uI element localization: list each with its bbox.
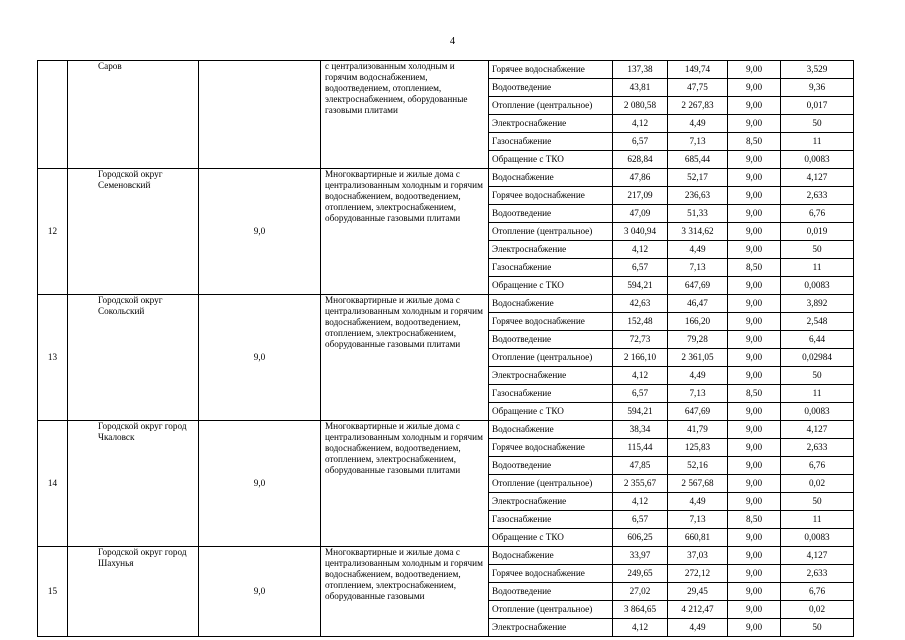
percent-cell: 9,00 [728, 115, 781, 133]
service-name-cell: Водоотведение [489, 79, 613, 97]
service-name-cell: Электроснабжение [489, 493, 613, 511]
consumption-norm-cell: 0,019 [781, 223, 854, 241]
tariff-value-cell-1: 6,57 [613, 511, 668, 529]
service-name-cell: Горячее водоснабжение [489, 439, 613, 457]
tariff-value-cell-2: 125,83 [668, 439, 728, 457]
tariff-value-cell-2: 660,81 [668, 529, 728, 547]
percent-cell: 8,50 [728, 259, 781, 277]
tariff-value-cell-1: 38,34 [613, 421, 668, 439]
percent-cell: 9,00 [728, 349, 781, 367]
percent-cell: 9,00 [728, 583, 781, 601]
service-name-cell: Водоотведение [489, 457, 613, 475]
consumption-norm-cell: 6,44 [781, 331, 854, 349]
percent-cell: 9,00 [728, 313, 781, 331]
tariff-value-cell-1: 217,09 [613, 187, 668, 205]
percent-cell: 9,00 [728, 331, 781, 349]
consumption-norm-cell: 11 [781, 259, 854, 277]
housing-description-cell: с централизованным холодным и горячим водоснабжением, водоотведением, отоплением, электроснабжением, оборудованные газовыми плитами [321, 61, 489, 169]
tariff-value-cell-1: 47,09 [613, 205, 668, 223]
consumption-norm-cell: 3,529 [781, 61, 854, 79]
percent-cell: 8,50 [728, 133, 781, 151]
consumption-norm-cell: 11 [781, 511, 854, 529]
consumption-norm-cell: 4,127 [781, 169, 854, 187]
service-name-cell: Электроснабжение [489, 241, 613, 259]
consumption-norm-cell: 11 [781, 133, 854, 151]
percent-cell: 9,00 [728, 187, 781, 205]
housing-description-cell: Многоквартирные и жилые дома с централизованным холодным и горячим водоснабжением, водоотведением, отоплением, электроснабжением, оборудованные газовыми плитами [321, 295, 489, 421]
tariff-value-cell-1: 47,85 [613, 457, 668, 475]
tariff-value-cell-2: 47,75 [668, 79, 728, 97]
table-row [38, 61, 854, 79]
service-name-cell: Электроснабжение [489, 115, 613, 133]
tariff-value-cell-1: 27,02 [613, 583, 668, 601]
percent-cell: 9,00 [728, 277, 781, 295]
tariff-value-cell-1: 2 355,67 [613, 475, 668, 493]
tariff-value-cell-2: 236,63 [668, 187, 728, 205]
consumption-norm-cell: 9,36 [781, 79, 854, 97]
tariff-value-cell-1: 594,21 [613, 277, 668, 295]
municipality-cell: Городской округ Семеновский [68, 169, 199, 295]
row-number-cell: 15 [38, 547, 68, 637]
table-row [38, 547, 854, 565]
service-name-cell: Газоснабжение [489, 385, 613, 403]
service-name-cell: Водоотведение [489, 205, 613, 223]
percent-cell: 9,00 [728, 151, 781, 169]
percent-cell: 9,00 [728, 367, 781, 385]
tariff-value-cell-2: 4 212,47 [668, 601, 728, 619]
tariff-table [37, 60, 854, 637]
service-name-cell: Горячее водоснабжение [489, 565, 613, 583]
tariff-value-cell-1: 33,97 [613, 547, 668, 565]
row-number-cell: 12 [38, 169, 68, 295]
service-name-cell: Водоотведение [489, 583, 613, 601]
tariff-value-cell-2: 272,12 [668, 565, 728, 583]
tariff-value-cell-1: 137,38 [613, 61, 668, 79]
housing-description-cell: Многоквартирные и жилые дома с централизованным холодным и горячим водоснабжением, водоотведением, отоплением, электроснабжением, оборудованные газовыми плитами [321, 421, 489, 547]
tariff-value-cell-2: 37,03 [668, 547, 728, 565]
tariff-value-cell-1: 6,57 [613, 133, 668, 151]
consumption-norm-cell: 4,127 [781, 547, 854, 565]
municipality-cell: Городской округ город Чкаловск [68, 421, 199, 547]
tariff-value-cell-2: 4,49 [668, 619, 728, 637]
percent-cell: 9,00 [728, 619, 781, 637]
percent-cell: 9,00 [728, 529, 781, 547]
table-row [38, 295, 854, 313]
percent-cell: 9,00 [728, 61, 781, 79]
consumption-norm-cell: 50 [781, 493, 854, 511]
tariff-value-cell-2: 149,74 [668, 61, 728, 79]
consumption-norm-cell: 50 [781, 115, 854, 133]
service-name-cell: Газоснабжение [489, 133, 613, 151]
consumption-norm-cell: 6,76 [781, 205, 854, 223]
consumption-norm-cell: 0,0083 [781, 151, 854, 169]
percent-cell: 9,00 [728, 421, 781, 439]
percent-cell: 9,00 [728, 169, 781, 187]
percent-cell: 9,00 [728, 295, 781, 313]
percent-cell: 9,00 [728, 475, 781, 493]
consumption-norm-cell: 0,02 [781, 475, 854, 493]
tariff-value-cell-1: 3 864,65 [613, 601, 668, 619]
tariff-value-cell-2: 29,45 [668, 583, 728, 601]
percent-cell: 9,00 [728, 547, 781, 565]
tariff-value-cell-2: 2 567,68 [668, 475, 728, 493]
tariff-value-cell-1: 47,86 [613, 169, 668, 187]
row-number-cell: 13 [38, 295, 68, 421]
percent-cell: 9,00 [728, 205, 781, 223]
consumption-norm-cell: 11 [781, 385, 854, 403]
tariff-value-cell-1: 4,12 [613, 241, 668, 259]
percent-cell: 9,00 [728, 403, 781, 421]
service-name-cell: Электроснабжение [489, 619, 613, 637]
service-name-cell: Газоснабжение [489, 511, 613, 529]
percent-cell: 8,50 [728, 511, 781, 529]
tariff-value-cell-1: 4,12 [613, 367, 668, 385]
service-name-cell: Водоснабжение [489, 169, 613, 187]
consumption-norm-cell: 6,76 [781, 583, 854, 601]
consumption-norm-cell: 0,0083 [781, 529, 854, 547]
tariff-value-cell-1: 249,65 [613, 565, 668, 583]
table-row [38, 169, 854, 187]
service-name-cell: Отопление (центральное) [489, 601, 613, 619]
page-number: 4 [449, 36, 456, 47]
tariff-value-cell-2: 647,69 [668, 403, 728, 421]
service-name-cell: Горячее водоснабжение [489, 187, 613, 205]
norm-cell [199, 61, 321, 169]
row-number-cell [38, 61, 68, 169]
tariff-value-cell-1: 152,48 [613, 313, 668, 331]
consumption-norm-cell: 2,548 [781, 313, 854, 331]
tariff-value-cell-2: 3 314,62 [668, 223, 728, 241]
tariff-value-cell-1: 42,63 [613, 295, 668, 313]
percent-cell: 9,00 [728, 601, 781, 619]
tariff-value-cell-1: 43,81 [613, 79, 668, 97]
housing-description-cell: Многоквартирные и жилые дома с централизованным холодным и горячим водоснабжением, водоотведением, отоплением, электроснабжением, оборудованные газовыми плитами [321, 169, 489, 295]
tariff-value-cell-1: 606,25 [613, 529, 668, 547]
tariff-value-cell-1: 6,57 [613, 259, 668, 277]
service-name-cell: Отопление (центральное) [489, 97, 613, 115]
consumption-norm-cell: 50 [781, 241, 854, 259]
tariff-value-cell-2: 52,16 [668, 457, 728, 475]
row-number-cell: 14 [38, 421, 68, 547]
tariff-value-cell-2: 7,13 [668, 259, 728, 277]
consumption-norm-cell: 6,76 [781, 457, 854, 475]
tariff-value-cell-1: 628,84 [613, 151, 668, 169]
tariff-value-cell-2: 7,13 [668, 133, 728, 151]
tariff-value-cell-1: 72,73 [613, 331, 668, 349]
percent-cell: 9,00 [728, 223, 781, 241]
service-name-cell: Обращение с ТКО [489, 277, 613, 295]
tariff-value-cell-2: 7,13 [668, 511, 728, 529]
municipality-cell: Городской округ Сокольский [68, 295, 199, 421]
service-name-cell: Газоснабжение [489, 259, 613, 277]
percent-cell: 9,00 [728, 493, 781, 511]
service-name-cell: Водоснабжение [489, 547, 613, 565]
service-name-cell: Отопление (центральное) [489, 349, 613, 367]
service-name-cell: Горячее водоснабжение [489, 61, 613, 79]
percent-cell: 9,00 [728, 565, 781, 583]
tariff-value-cell-2: 7,13 [668, 385, 728, 403]
norm-cell: 9,0 [199, 295, 321, 421]
tariff-value-cell-2: 4,49 [668, 493, 728, 511]
norm-cell: 9,0 [199, 547, 321, 637]
consumption-norm-cell: 2,633 [781, 439, 854, 457]
housing-description-cell: Многоквартирные и жилые дома с централизованным холодным и горячим водоснабжением, водоотведением, отоплением, электроснабжением, оборудованные газовыми [321, 547, 489, 637]
tariff-value-cell-1: 2 080,58 [613, 97, 668, 115]
percent-cell: 9,00 [728, 97, 781, 115]
percent-cell: 9,00 [728, 439, 781, 457]
service-name-cell: Водоотведение [489, 331, 613, 349]
tariff-value-cell-2: 166,20 [668, 313, 728, 331]
percent-cell: 9,00 [728, 241, 781, 259]
tariff-value-cell-1: 594,21 [613, 403, 668, 421]
service-name-cell: Обращение с ТКО [489, 151, 613, 169]
consumption-norm-cell: 0,02 [781, 601, 854, 619]
service-name-cell: Обращение с ТКО [489, 403, 613, 421]
consumption-norm-cell: 4,127 [781, 421, 854, 439]
consumption-norm-cell: 50 [781, 619, 854, 637]
percent-cell: 8,50 [728, 385, 781, 403]
tariff-value-cell-2: 51,33 [668, 205, 728, 223]
tariff-value-cell-2: 2 361,05 [668, 349, 728, 367]
service-name-cell: Электроснабжение [489, 367, 613, 385]
consumption-norm-cell: 50 [781, 367, 854, 385]
consumption-norm-cell: 0,0083 [781, 403, 854, 421]
service-name-cell: Горячее водоснабжение [489, 313, 613, 331]
tariff-value-cell-1: 4,12 [613, 115, 668, 133]
tariff-value-cell-2: 4,49 [668, 241, 728, 259]
municipality-cell: Саров [68, 61, 199, 169]
consumption-norm-cell: 2,633 [781, 187, 854, 205]
service-name-cell: Обращение с ТКО [489, 529, 613, 547]
tariff-value-cell-2: 647,69 [668, 277, 728, 295]
tariff-value-cell-1: 4,12 [613, 493, 668, 511]
service-name-cell: Водоснабжение [489, 295, 613, 313]
percent-cell: 9,00 [728, 457, 781, 475]
tariff-value-cell-1: 115,44 [613, 439, 668, 457]
tariff-value-cell-1: 6,57 [613, 385, 668, 403]
service-name-cell: Отопление (центральное) [489, 475, 613, 493]
consumption-norm-cell: 2,633 [781, 565, 854, 583]
tariff-value-cell-2: 4,49 [668, 367, 728, 385]
percent-cell: 9,00 [728, 79, 781, 97]
consumption-norm-cell: 0,02984 [781, 349, 854, 367]
municipality-cell: Городской округ город Шахунья [68, 547, 199, 637]
service-name-cell: Отопление (центральное) [489, 223, 613, 241]
consumption-norm-cell: 3,892 [781, 295, 854, 313]
tariff-value-cell-2: 46,47 [668, 295, 728, 313]
service-name-cell: Водоснабжение [489, 421, 613, 439]
tariff-value-cell-2: 41,79 [668, 421, 728, 439]
tariff-value-cell-1: 4,12 [613, 619, 668, 637]
tariff-value-cell-1: 3 040,94 [613, 223, 668, 241]
norm-cell: 9,0 [199, 169, 321, 295]
tariff-value-cell-2: 4,49 [668, 115, 728, 133]
consumption-norm-cell: 0,0083 [781, 277, 854, 295]
table-row [38, 421, 854, 439]
tariff-value-cell-2: 52,17 [668, 169, 728, 187]
consumption-norm-cell: 0,017 [781, 97, 854, 115]
norm-cell: 9,0 [199, 421, 321, 547]
tariff-value-cell-2: 685,44 [668, 151, 728, 169]
tariff-value-cell-2: 2 267,83 [668, 97, 728, 115]
tariff-value-cell-1: 2 166,10 [613, 349, 668, 367]
tariff-value-cell-2: 79,28 [668, 331, 728, 349]
